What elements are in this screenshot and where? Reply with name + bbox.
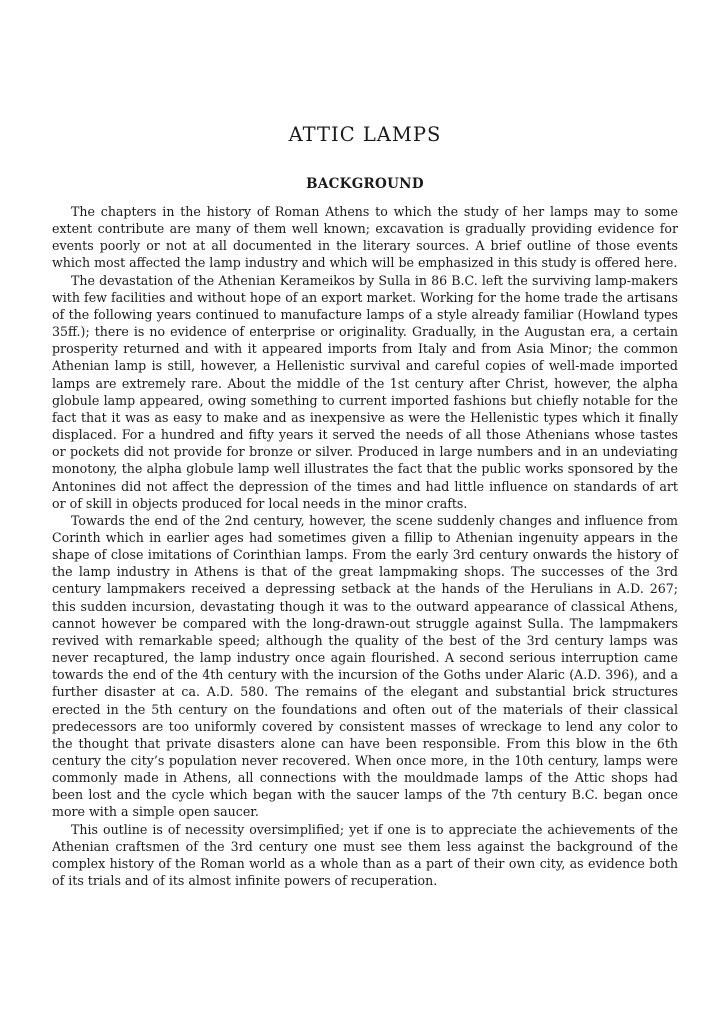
section-heading: BACKGROUND xyxy=(306,176,424,192)
page-title: ATTIC LAMPS xyxy=(288,123,442,146)
paragraph: This outline is of necessity oversimplified; yet if one is to appreciate the achievements of the Athenian craftsmen of the 3rd century one must see them less against the background of the complex history of the Roman world as a whole than as a part of their own city, as evidence both of its trials and of its almost infinite powers of recuperation. xyxy=(52,821,678,889)
paragraph: The devastation of the Athenian Kerameikos by Sulla in 86 B.C. left the surviving lamp-makers with few facilities and without hope of an export market. Working for the home trade the artisans of the following years continued to manufacture lamps of a style already familiar (Howland types 35ff.); there is no evidence of enterprise or originality. Gradually, in the Augustan era, a certain prosperity returned and with it appeared imports from Italy and from Asia Minor; the common Athenian lamp is still, however, a Hellenistic survival and careful copies of well-made imported lamps are extremely rare. About the middle of the 1st century after Christ, however, the alpha globule lamp appeared, owing something to current imported fashions but chiefly notable for the fact that it was as easy to make and as inexpensive as were the Hellenistic types which it finally displaced. For a hundred and fifty years it served the needs of all those Athenians whose tastes or pockets did not provide for bronze or silver. Produced in large numbers and in an undeviating monotony, the alpha globule lamp well illustrates the fact that the public works sponsored by the Antonines did not affect the depression of the times and had little influence on standards of art or of skill in objects produced for local needs in the minor crafts. xyxy=(52,272,678,511)
paragraph: Towards the end of the 2nd century, however, the scene suddenly changes and influence from Corinth which in earlier ages had sometimes given a fillip to Athenian ingenuity appears in the shape of close imitations of Corinthian lamps. From the early 3rd century onwards the history of the lamp industry in Athens is that of the great lampmaking shops. The successes of the 3rd century lampmakers received a depressing setback at the hands of the Herulians in A.D. 267; this sudden incursion, devastating though it was to the outward appearance of classical Athens, cannot however be compared with the long-drawn-out struggle against Sulla. The lampmakers revived with remarkable speed; although the quality of the best of the 3rd century lamps was never recaptured, the lamp industry once again flourished. A second serious interruption came towards the end of the 4th century with the incursion of the Goths under Alaric (A.D. 396), and a further disaster at ca. A.D. 580. The remains of the elegant and substantial brick structures erected in the 5th century on the foundations and often out of the materials of their classical predecessors are too uniformly covered by consistent masses of wreckage to lend any color to the thought that private disasters alone can have been responsible. From this blow in the 6th century the city’s population never recovered. When once more, in the 10th century, lamps were commonly made in Athens, all connections with the mouldmade lamps of the Attic shops had been lost and the cycle which began with the saucer lamps of the 7th century B.C. began once more with a simple open saucer. xyxy=(52,512,678,820)
paragraph: The chapters in the history of Roman Athens to which the study of her lamps may to some extent contribute are many of them well known; excavation is gradually providing evidence for events poorly or not at all documented in the literary sources. A brief outline of those events which most affected the lamp industry and which will be emphasized in this study is offered here. xyxy=(52,204,678,271)
body-text xyxy=(52,203,678,889)
